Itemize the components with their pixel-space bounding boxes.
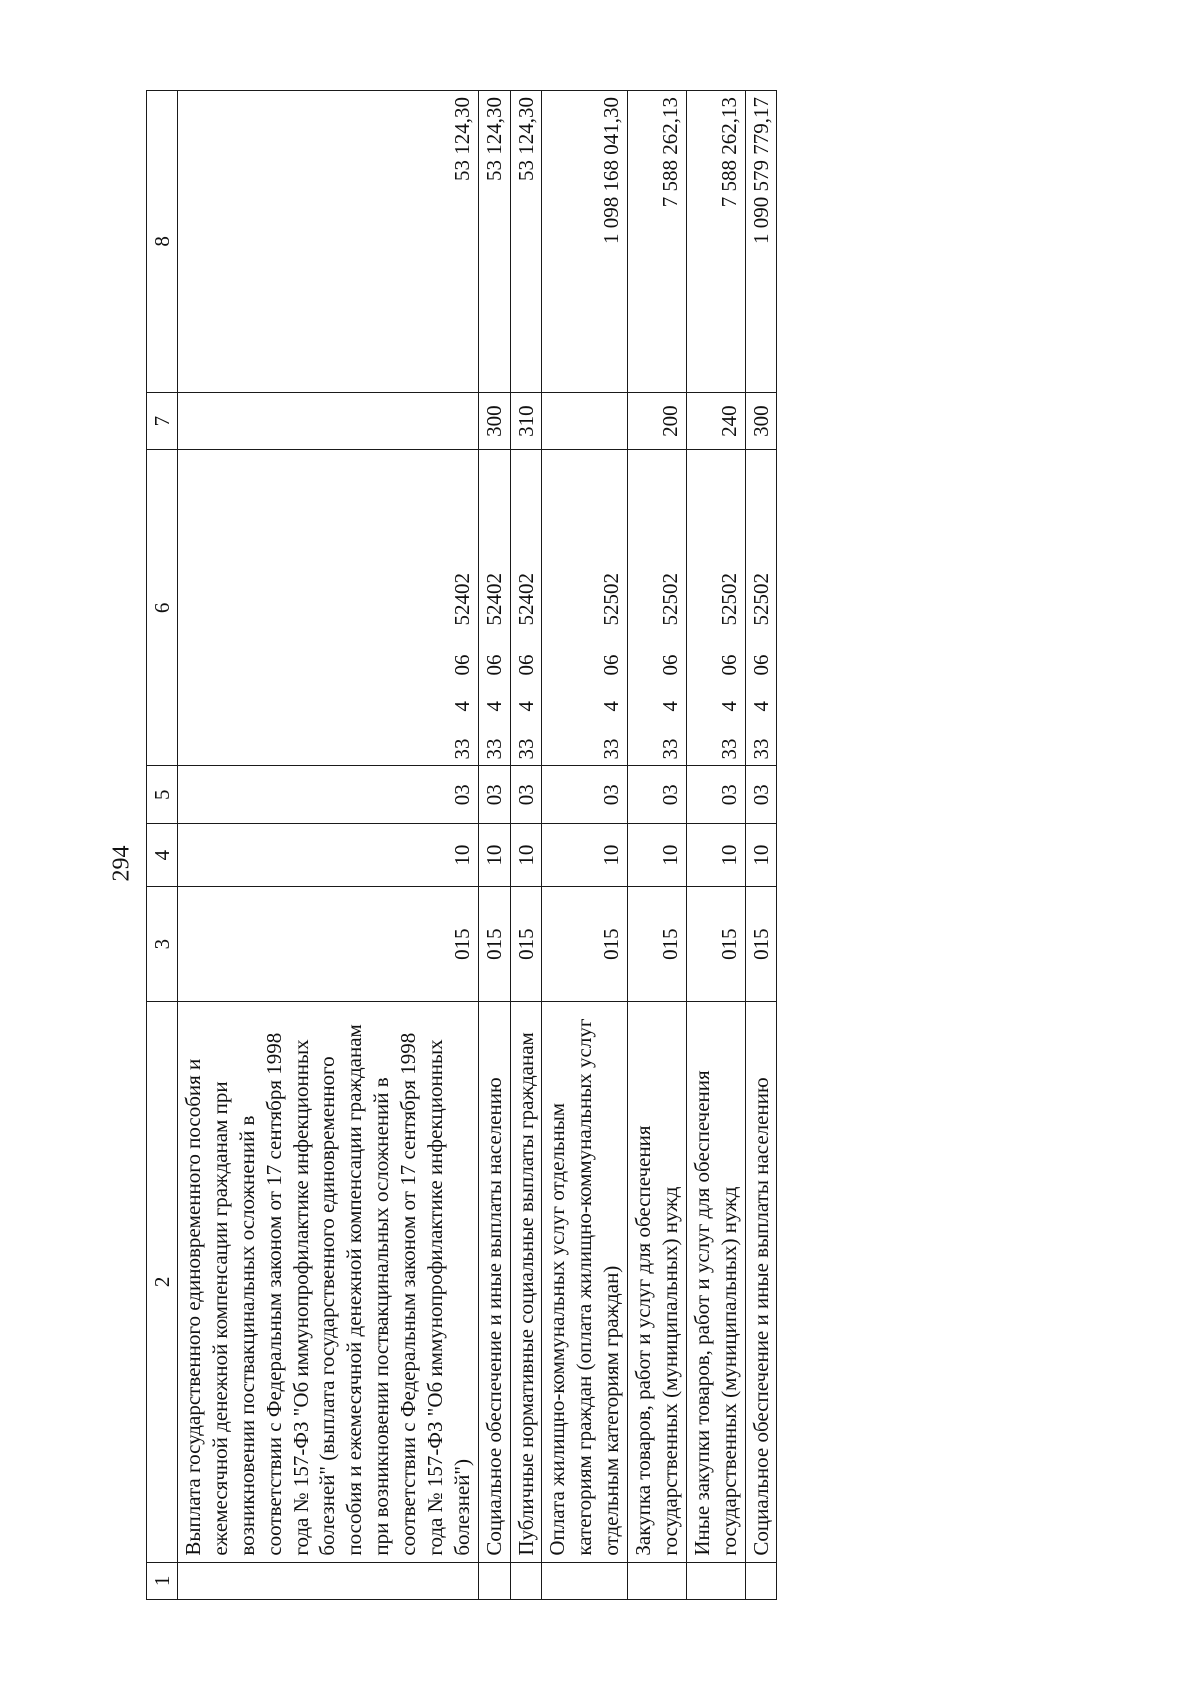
target-direction-code: 52502 <box>748 572 773 626</box>
table-row <box>686 91 745 1600</box>
header-cell: 8 <box>147 91 178 393</box>
row-index-cell <box>542 1562 628 1599</box>
row-name-cell: Выплата государственного единовременного пособия и ежемесячной денежной компенсации гражданам при возникновении поствакцинальных осложнений в соответствии с Федеральным законом от 17 сентября 1998 года № 157-ФЗ "Об иммунопрофилактике инфекционных болезней" (выплата государственного единовременного пособия и ежемесячной денежной компенсации гражданам при возникновении поствакцинальных осложнений в соответствии с Федеральным законом от 17 сентября 1998 года № 157-ФЗ "Об иммунопрофилактике инфекционных болезней") <box>178 1002 479 1562</box>
row-index-cell <box>628 1562 687 1599</box>
budget-table <box>146 90 777 1600</box>
target-event-code: 06 <box>481 654 506 676</box>
ministry-code-cell: 015 <box>686 887 745 1002</box>
header-cell: 3 <box>147 887 178 1002</box>
amount-cell: 1 090 579 779,17 <box>745 91 777 393</box>
subsection-code-cell: 03 <box>542 766 628 823</box>
header-cell: 5 <box>147 766 178 823</box>
target-subprogram-code: 4 <box>657 700 682 712</box>
amount-cell: 1 098 168 041,30 <box>542 91 628 393</box>
expense-type-cell <box>542 392 628 449</box>
subsection-code-cell: 03 <box>628 766 687 823</box>
section-code-cell: 10 <box>628 823 687 886</box>
target-article-cell <box>542 450 628 766</box>
target-event-code: 06 <box>449 654 474 676</box>
target-direction-code: 52502 <box>716 572 741 626</box>
amount-cell: 7 588 262,13 <box>686 91 745 393</box>
target-direction-code: 52402 <box>449 572 474 626</box>
table-row <box>628 91 687 1600</box>
target-program-code: 33 <box>599 738 624 760</box>
row-index-cell <box>478 1562 510 1599</box>
section-code-cell: 10 <box>178 823 479 886</box>
section-code-cell: 10 <box>510 823 542 886</box>
table-row <box>478 91 510 1600</box>
expense-type-cell: 310 <box>510 392 542 449</box>
ministry-code-cell: 015 <box>628 887 687 1002</box>
page-number: 294 <box>108 845 135 882</box>
header-cell: 2 <box>147 1002 178 1562</box>
row-name-cell: Оплата жилищно-коммунальных услуг отдельным категориям граждан (оплата жилищно-коммунальных услуг отдельным категориям граждан) <box>542 1002 628 1562</box>
subsection-code-cell: 03 <box>510 766 542 823</box>
row-index-cell <box>510 1562 542 1599</box>
amount-cell: 53 124,30 <box>478 91 510 393</box>
section-code-cell: 10 <box>542 823 628 886</box>
target-article-cell <box>686 450 745 766</box>
table-row <box>745 91 777 1600</box>
row-name-cell: Иные закупки товаров, работ и услуг для обеспечения государственных (муниципальных) нужд <box>686 1002 745 1562</box>
expense-type-cell: 300 <box>478 392 510 449</box>
row-index-cell <box>745 1562 777 1599</box>
target-direction-code: 52502 <box>599 572 624 626</box>
subsection-code-cell: 03 <box>745 766 777 823</box>
target-subprogram-code: 4 <box>748 700 773 712</box>
header-cell: 6 <box>147 450 178 766</box>
ministry-code-cell: 015 <box>178 887 479 1002</box>
subsection-code-cell: 03 <box>478 766 510 823</box>
amount-cell: 53 124,30 <box>510 91 542 393</box>
target-article-cell <box>178 450 479 766</box>
target-article-cell <box>510 450 542 766</box>
header-cell: 7 <box>147 392 178 449</box>
row-name-cell: Социальное обеспечение и иные выплаты населению <box>745 1002 777 1562</box>
expense-type-cell: 200 <box>628 392 687 449</box>
target-event-code: 06 <box>716 654 741 676</box>
target-article-cell <box>745 450 777 766</box>
target-article-cell <box>478 450 510 766</box>
row-index-cell <box>686 1562 745 1599</box>
row-name-cell: Закупка товаров, работ и услуг для обеспечения государственных (муниципальных) нужд <box>628 1002 687 1562</box>
target-program-code: 33 <box>657 738 682 760</box>
target-program-code: 33 <box>513 738 538 760</box>
header-cell: 1 <box>147 1562 178 1599</box>
target-direction-code: 52402 <box>513 572 538 626</box>
target-program-code: 33 <box>481 738 506 760</box>
target-event-code: 06 <box>513 654 538 676</box>
header-cell: 4 <box>147 823 178 886</box>
section-code-cell: 10 <box>745 823 777 886</box>
row-name-cell: Социальное обеспечение и иные выплаты населению <box>478 1002 510 1562</box>
amount-cell: 7 588 262,13 <box>628 91 687 393</box>
ministry-code-cell: 015 <box>478 887 510 1002</box>
subsection-code-cell: 03 <box>178 766 479 823</box>
target-program-code: 33 <box>716 738 741 760</box>
ministry-code-cell: 015 <box>745 887 777 1002</box>
target-subprogram-code: 4 <box>481 700 506 712</box>
section-code-cell: 10 <box>478 823 510 886</box>
ministry-code-cell: 015 <box>542 887 628 1002</box>
expense-type-cell: 300 <box>745 392 777 449</box>
target-subprogram-code: 4 <box>449 700 474 712</box>
target-article-cell <box>628 450 687 766</box>
table-row <box>542 91 628 1600</box>
row-index-cell <box>178 1562 479 1599</box>
header-row <box>147 91 178 1600</box>
target-subprogram-code: 4 <box>599 700 624 712</box>
expense-type-cell: 240 <box>686 392 745 449</box>
rotated-table-container <box>146 90 1008 1600</box>
amount-cell: 53 124,30 <box>178 91 479 393</box>
table-row <box>510 91 542 1600</box>
ministry-code-cell: 015 <box>510 887 542 1002</box>
target-subprogram-code: 4 <box>716 700 741 712</box>
subsection-code-cell: 03 <box>686 766 745 823</box>
target-subprogram-code: 4 <box>513 700 538 712</box>
target-program-code: 33 <box>449 738 474 760</box>
expense-type-cell <box>178 392 479 449</box>
target-event-code: 06 <box>599 654 624 676</box>
target-event-code: 06 <box>748 654 773 676</box>
target-event-code: 06 <box>657 654 682 676</box>
target-direction-code: 52502 <box>657 572 682 626</box>
section-code-cell: 10 <box>686 823 745 886</box>
table-row <box>178 91 479 1600</box>
target-direction-code: 52402 <box>481 572 506 626</box>
row-name-cell: Публичные нормативные социальные выплаты гражданам <box>510 1002 542 1562</box>
target-program-code: 33 <box>748 738 773 760</box>
